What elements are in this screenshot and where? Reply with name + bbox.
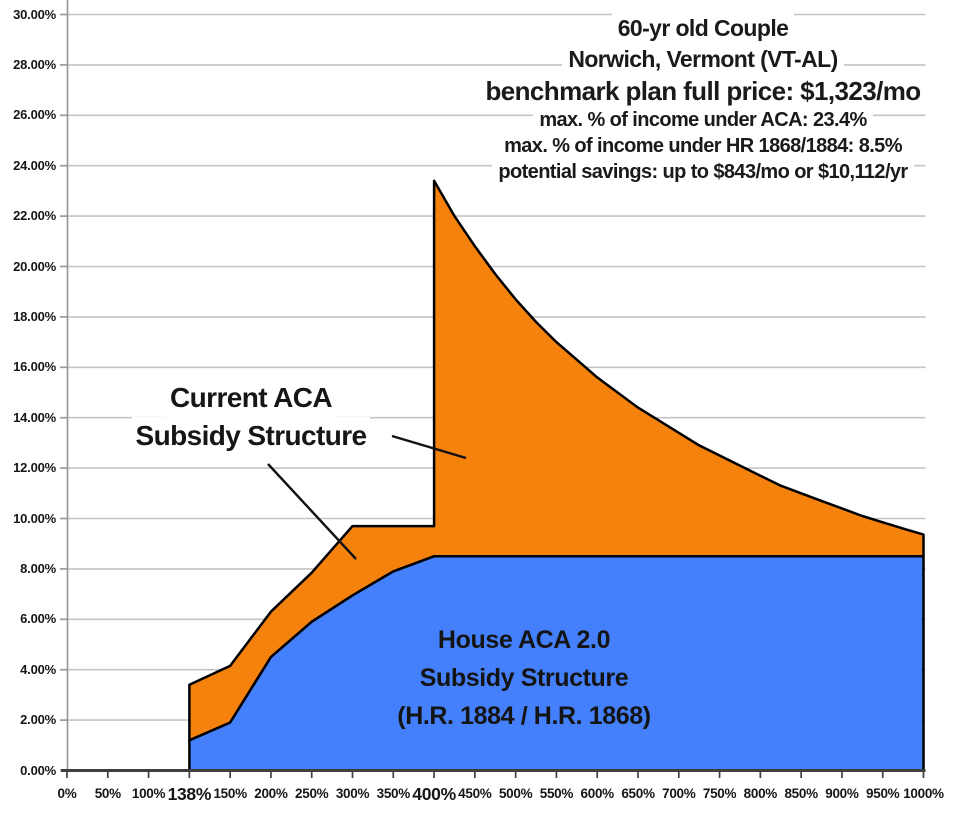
x-axis-label: 100% bbox=[131, 786, 166, 801]
x-axis-label: 750% bbox=[702, 786, 737, 801]
x-axis-label: 400% bbox=[412, 784, 456, 804]
y-axis-label: 8.00% bbox=[20, 560, 56, 576]
house-series-label-line3: (H.R. 1884 / H.R. 1868) bbox=[397, 702, 651, 730]
annotation-max-pct-hr: max. % of income under HR 1868/1884: 8.5% bbox=[478, 133, 928, 159]
y-axis-label: 20.00% bbox=[13, 258, 56, 274]
house-series-label bbox=[374, 621, 674, 735]
annotation-household: 60-yr old Couple bbox=[478, 13, 928, 44]
y-axis-label: 14.00% bbox=[13, 409, 56, 425]
y-axis-label: 10.00% bbox=[13, 510, 56, 526]
x-axis-label: 800% bbox=[743, 786, 777, 801]
annotation-potential-savings: potential savings: up to $843/mo or $10,112/yr bbox=[478, 159, 928, 185]
x-axis-label: 500% bbox=[498, 786, 533, 801]
y-axis-label: 16.00% bbox=[13, 359, 56, 375]
y-axis-label: 4.00% bbox=[20, 661, 56, 677]
x-axis-label: 600% bbox=[580, 786, 614, 801]
house-series-label-line1: House ACA 2.0 bbox=[437, 626, 611, 654]
x-axis-label: 350% bbox=[376, 786, 410, 801]
aca-label-leader-line bbox=[268, 464, 356, 559]
x-axis-label: 250% bbox=[295, 786, 329, 801]
y-axis-label: 28.00% bbox=[13, 56, 56, 72]
y-axis-label: 30.00% bbox=[13, 6, 56, 22]
aca-series-label-line1: Current ACA bbox=[101, 379, 401, 417]
x-axis-label: 900% bbox=[825, 786, 859, 801]
x-axis-label: 1000% bbox=[903, 786, 944, 801]
x-axis-label: 700% bbox=[662, 786, 696, 801]
y-axis-label: 6.00% bbox=[20, 611, 56, 627]
y-axis-label: 2.00% bbox=[20, 712, 56, 728]
annotation-max-pct-aca: max. % of income under ACA: 23.4% bbox=[478, 107, 928, 133]
x-axis-label: 950% bbox=[866, 786, 900, 801]
x-axis-label: 300% bbox=[335, 786, 370, 801]
chart-annotation-block bbox=[478, 13, 928, 185]
x-axis-label: 50% bbox=[94, 786, 121, 801]
y-axis-label: 24.00% bbox=[13, 157, 56, 173]
aca-series-label-line2: Subsidy Structure bbox=[101, 417, 401, 455]
y-axis-label: 0.00% bbox=[20, 762, 56, 778]
y-axis-label: 22.00% bbox=[13, 208, 56, 224]
x-axis-label: 850% bbox=[784, 786, 818, 801]
x-axis-label: 200% bbox=[254, 786, 288, 801]
annotation-benchmark-price: benchmark plan full price: $1,323/mo bbox=[478, 75, 928, 107]
x-axis-label: 0% bbox=[57, 786, 77, 801]
y-axis-label: 18.00% bbox=[13, 308, 56, 324]
x-axis-label: 450% bbox=[458, 786, 492, 801]
aca-series-label bbox=[101, 379, 401, 455]
x-axis-label: 150% bbox=[213, 786, 247, 801]
x-axis-label: 650% bbox=[621, 786, 655, 801]
x-axis-label: 138% bbox=[167, 784, 212, 804]
x-axis-label: 550% bbox=[539, 786, 574, 801]
house-series-label-line2: Subsidy Structure bbox=[419, 664, 629, 692]
annotation-location: Norwich, Vermont (VT-AL) bbox=[478, 44, 928, 75]
y-axis-label: 26.00% bbox=[13, 107, 56, 123]
y-axis-label: 12.00% bbox=[13, 460, 56, 476]
